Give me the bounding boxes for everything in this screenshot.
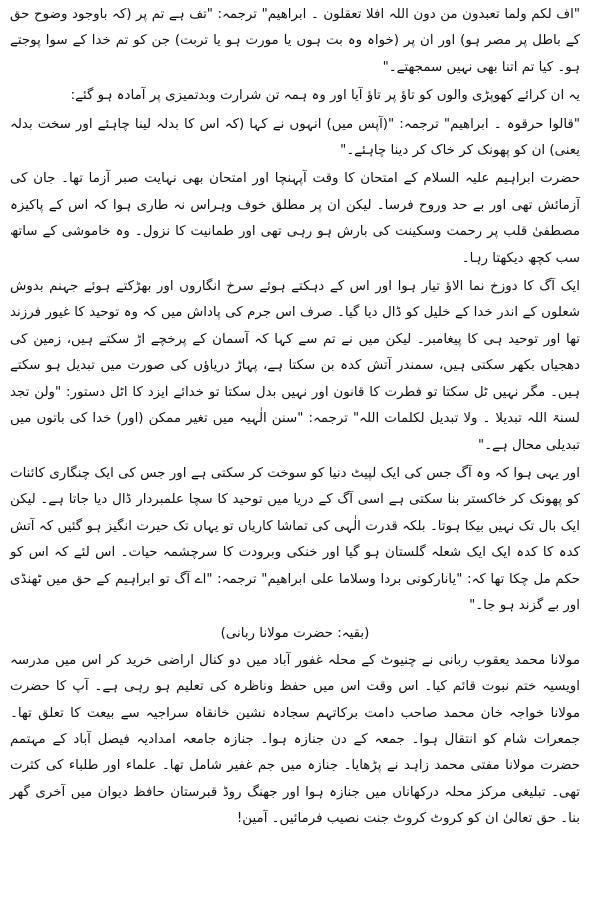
paragraph-fire: ایک آگ کا دوزخ نما الاؤ تیار ہوا اور اس کے دہکتے ہوئے سرخ انگاروں اور بھڑکتے ہوئے جہنم بدوش شعلوں کے اندر خدا کے خلیل کو ڈال دیا گیا۔ صرف اس جرم کی پاداش میں کہ وہ توحید کا غیور فرزند تھا اور توحید ہی کا پیغامبر۔ لیکن میں نے تم سے کہا کہ آسمان کے پرخچے اڑ سکتے ہیں، زمین کی دھجیاں بکھر سکتی ہیں، سمندر آتش کدہ بن سکتا ہے، پہاڑ دریاؤں کی صورت میں تبدیل ہو سکتے ہیں۔ مگر نہیں ٹل سکتا تو فطرت کا قانون اور نہیں بدل سکتا تو خدائے ایزد کا اٹل دستور: "ولن تجد لسنۃ اللہ تبدیلا ۔ ولا تبدیل لکلمات اللہ" ترجمہ: "سنن الٰہیہ میں تغیر ممکن (اور) خدا کی باتوں میں تبدیلی محال ہے۔" [10, 279, 580, 453]
paragraph-obituary: مولانا محمد یعقوب ربانی نے چنیوٹ کے محلہ غفور آباد میں دو کنال اراضی خرید کر اس میں مدرسہ اویسیہ ختم نبوت قائم کیا۔ اس وقت اس میں حفظ وناظرہ کی تعلیم ہو رہی ہے۔ آپ کا حضرت مولانا خواجہ خان محمد صاحب دامت برکاتہم سجادہ نشین خانقاہ سراجیہ سے بیعت کا تعلق تھا۔ جمعرات شام کو انتقال ہوا۔ جمعہ کے دن جنازہ ہوا۔ جنازہ جامعہ امدادیہ فیصل آباد کے مہتمم حضرت مولانا مفتی محمد زاہد نے پڑھایا۔ جنازہ میں جم غفیر شامل تھا۔ علماء اور طلباء کی کثرت تھی۔ تبلیغی مرکز محلہ درکھاناں میں جنازہ ہوا اور جھنگ روڈ قبرستان حافظ دیوان میں آخری گھر بنا۔ حق تعالیٰ ان کو کروٹ کروٹ جنت نصیب فرمائیں۔ آمین! [10, 652, 580, 827]
paragraph-trial: حضرت ابراہیم علیہ السلام کے امتحان کا وقت آپہنچا اور امتحان بھی نہایت صبر آزما تھا۔ جان کی آزمائش تھی اور بے حد وروح فرسا۔ لیکن ان پر مطلق خوف وہراس نہ طاری ہوا کہ اس کے پاکیزہ مصطفیٰ قلب پر رحمت وسکینت کی بارش ہو رہی تھی اور طمانیت کا نزول۔ وہ خاموشی کے ساتھ سب کچھ دیکھتا رہا۔ [10, 171, 580, 266]
section-heading: (بقیہ: حضرت مولانا ربانی) [220, 626, 370, 642]
paragraph-quote-ibrahim-1: "اف لکم ولما تعبدون من دون اللہ افلا تعقلون ۔ ابراھیم" ترجمہ: "تف ہے تم پر (کہ باوجود وضوح حق کے باطل پر مصر ہو) اور ان پر (خواہ وہ بت ہوں یا مورت ہو یا تربت) جن کو تم خدا کے سوا پوجتے ہو۔ کیا تم اتنا بھی نہیں سمجھتے۔" [10, 7, 580, 75]
article-page [10, 2, 580, 900]
paragraph-quote-burn: "قالوا حرقوہ ۔ ابراھیم" ترجمہ: "(آپس میں) انہوں نے کہا (کہ اس کا بدلہ لینا چاہئے اور سخت بدلہ یعنی) ان کو پھونک کر خاک کر دینا چاہئے۔" [10, 116, 580, 159]
paragraph-miracle: اور یہی ہوا کہ وہ آگ جس کی ایک لپیٹ دنیا کو سوخت کر سکتی ہے اور جس کی ایک چنگاری کائنات کو پھونک کر خاکستر بنا سکتی ہے اسی آگ کے دریا میں توحید کا سچا علمبردار ڈال دیا جاتا ہے۔ لیکن ایک بال تک نہیں بیکا ہوتا۔ بلکہ قدرت الٰہی کی تماشا کاریاں تو یہاں تک حیرت انگیز ہو گئیں کہ آتش کدہ کا کدہ ایک ایک شعلہ گلستان ہو گیا اور خنکی وبرودت کا سرچشمہ حیات۔ اس لئے کہ اس کو حکم مل چکا تھا کہ: "یانارکونی بردا وسلاما علی ابراھیم" ترجمہ: "اے آگ تو ابراہیم کے حق میں ٹھنڈی اور بے گزند ہو جا۔" [10, 465, 580, 613]
paragraph-reaction: یہ ان کرائے کھوپڑی والوں کو تاؤ پر تاؤ آیا اور وہ ہمہ تن شرارت وبدتمیزی پر آمادہ ہو گئے: [70, 88, 580, 104]
